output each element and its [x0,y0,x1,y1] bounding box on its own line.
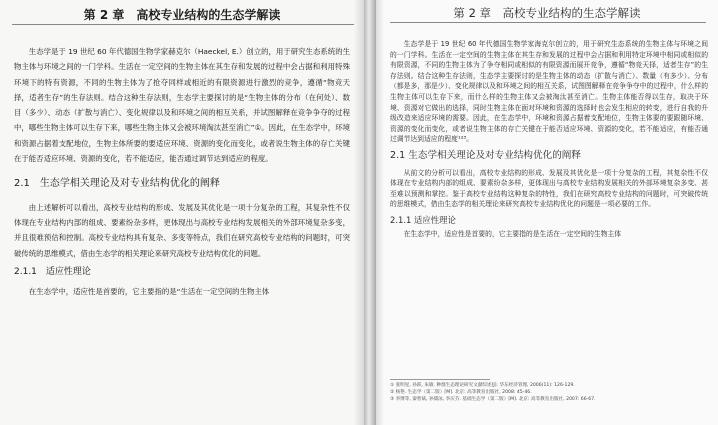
footnote: ① 张明星, 孙跃, 朱敏. 种群生态理论研究文献综述[J]. 华东经济管理, 2006(11): 126-129. [390,383,575,388]
footnote-rule [390,379,490,380]
page-body [390,39,708,239]
paragraph-ecology-definition: 生态学是于 19 世纪 60 年代德国生物学家赫克尔（Haeckel, E.）创立的，用于研究生态系统的生物主体与环境之间的一门学科。生活在一定空间的生物主体在其生存和发展的过程中会占据和利用特殊环境下的特有资源，不同的生物主体为了抢夺同样或相近的有限资源进行激烈的竞争，遵循“物竞天择，适者生存”的生存法则。结合这种生存法则，生态学主要探讨的是“生物主体的分布（在何处）、数目（多少）、动态（扩散与消亡）、变化规律以及和环境之间的相互关系，并试图解释在竞争争夺的过程中，哪些生物主体可以生存下来，哪些生物主体又会被环境淘汰甚至消亡”①。因此，在生态学中，环境和资源占据着支配地位，生物主体所要的要适应环境、资源的变化而变化，或者说生物主体的存亡关键在于能否适应环境、资源的变化，若不能适应，能否通过调节达到适应的程度。 [14,47,350,164]
page-edge-shadow [354,0,364,425]
header-rule [390,22,706,23]
paragraph-adaptability: 在生态学中，适应性是首要的，它主要指的是生活在一定空间的生物主体 [403,229,622,238]
paragraph-ecology-definition: 生态学是于 19 世纪 60 年代德国生物学家海克尔创立的，用于研究生态系统的生物主体与环境之间的一门学科。生活在一定空间的生物主体在其生存和发展的过程中会占据和利用特定环境中相同或相似的有限资源，不同的生物主体为了争夺相同或相似的有限资源而展开竞争，遵循“物竞天择，适者生存”的生存法则。结合这种生存法则，生态学主要探讨的是生物主体的动态（扩散与消亡）、数量（有多少）、分布（都是多，那是少）、变化规律以及和环境之间的相互关系，试图图解释在竞争争夺中的过程中，什么样的生物主体可以生存下来，而什么样的生物主体又会被淘汰甚至消亡。生物主体能否得以生存，取决于环境、资源对它做出的选择，同时生物主体在面对环境和资源的选择时也会发生相应的转变，进行自我的升级改造来适应环境的需要。因此，在生态学中，环境和资源占据着支配地位，生物主体要的要跟随环境、资源的变化而变化，或者说生物主体的存亡关键在于能否适应环境、资源的变化，若不能适应，有能否通过调节达到适应的程度¹²³。 [390,40,708,144]
chapter-title: 第 2 章 高校专业结构的生态学解读 [83,8,281,22]
chapter-title: 第 2 章 高校专业结构的生态学解读 [453,6,641,20]
book-gutter [364,0,376,425]
page-body [14,44,350,299]
footnote: ② 杨艳. 生态学（第二版）[M]. 北京: 高等教育出版社, 2008: 45-46. [390,390,532,396]
header-rule [12,24,354,25]
section-heading: 2.1 生态学相关理论及对专业结构优化的阐释 [14,178,220,190]
subsection-heading: 2.1.1 适应性理论 [390,214,456,225]
subsection-heading: 2.1.1 适应性理论 [14,266,91,277]
footnote: ③ 李博等, 秦智斌, 孙儒泳, 李庆芬. 基础生态学（第二版）[M]. 北京: 高等教育出版社, 2007: 66-67. [390,397,596,403]
footnotes [390,382,708,404]
paragraph-adaptability: 在生态学中，适应性是首要的，它主要指的是“生活在一定空间的生物主体 [28,287,270,297]
page-edge-shadow [376,0,384,425]
paragraph-structure-complexity: 由上述解析可以看出，高校专业结构的形成、发展及其优化是一项十分复杂的工程，其复杂性不仅体现在专业结构内部的组成、要素纷杂多样，更体现出与高校专业结构发展相关的外部环境复杂多变，并且很难预估和控制。高校专业结构具有复杂、多变等特点，我们在研究高校专业结构的问题时，可突破传统的思维模式，借由生态学的相关理论来研究高校专业结构优化的问题。 [14,202,350,258]
right-page-render [376,0,718,425]
paragraph-structure-complexity: 从前文的分析可以看出，高校专业结构的形成、发展及其优化是一项十分复杂的工程，其复杂性不仅体现在专业结构内部的组成、要素纷杂多样，更体现出与高校专业结构发展相关的外部环境复杂多变、甚至难以预测和掌控。鉴于高校专业结构这种复杂的特性，我们在研究高校专业结构的问题时，可突破传统的思维模式，借由生态学的相关理论来研究高校专业结构优化的问题是一项必要的工作。 [390,168,708,209]
section-heading: 2.1 生态学相关理论及对专业结构优化的阐释 [390,149,581,161]
